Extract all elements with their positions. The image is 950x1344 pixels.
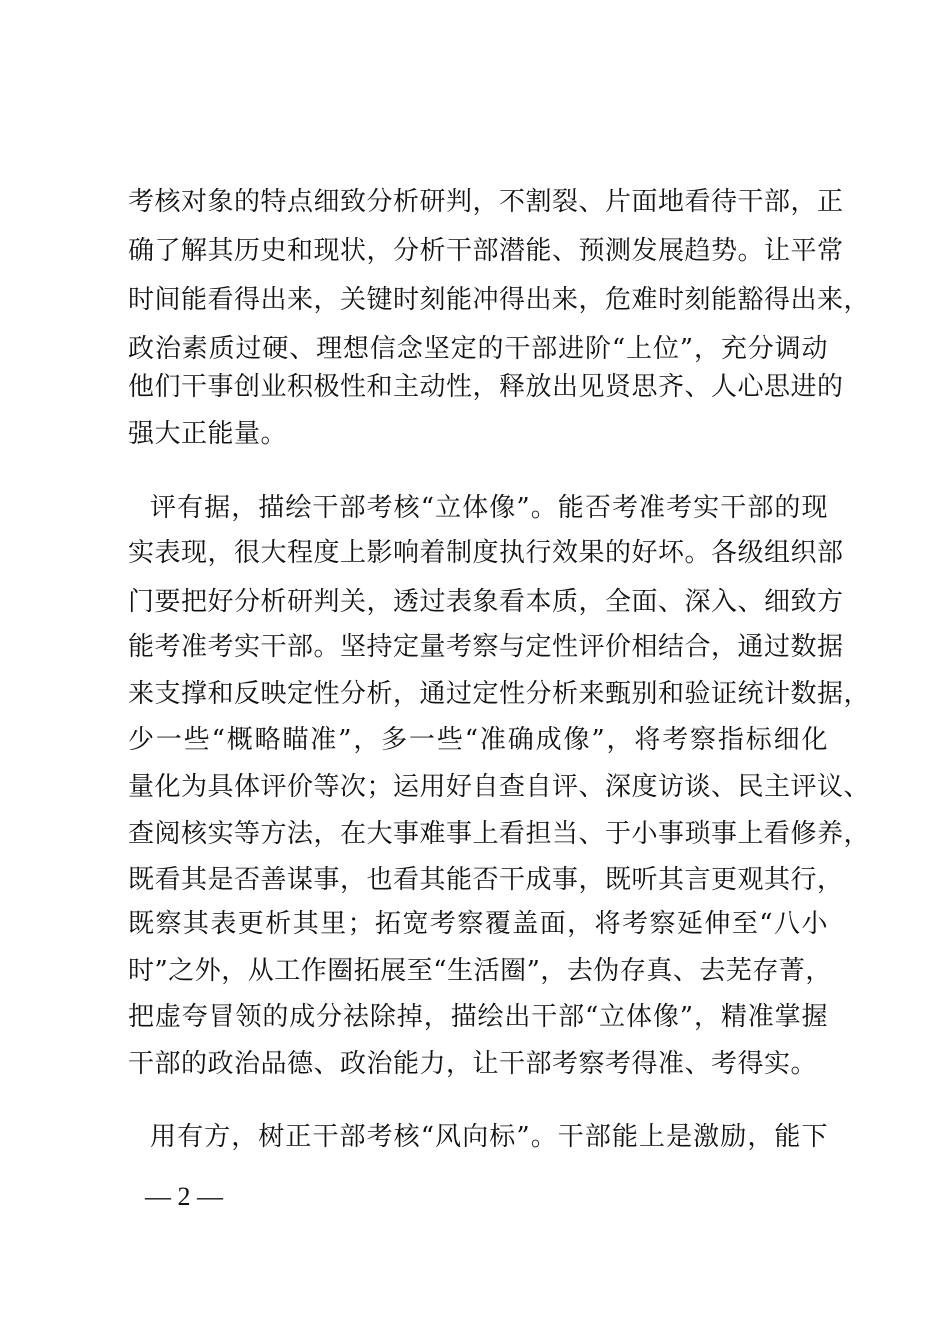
text-line: 确了解其历史和现状，分析干部潜能、预测发展趋势。让平常 [128, 236, 844, 266]
text-line: 来支撑和反映定性分析，通过定性分析来甄别和验证统计数据， [128, 679, 871, 709]
text-line: 既察其表更析其里；拓宽考察覆盖面，将考察延伸至“八小 [128, 909, 828, 939]
text-line: 干部的政治品德、政治能力，让干部考察考得准、考得实。 [128, 1049, 818, 1079]
text-line: 量化为具体评价等次；运用好自查自评、深度访谈、民主评议、 [128, 772, 871, 802]
text-line: 门要把好分析研判关，透过表象看本质，全面、深入、细致方 [128, 587, 844, 617]
text-line: 既看其是否善谋事，也看其能否干成事，既听其言更观其行， [128, 865, 844, 895]
page-number: — 2 — [145, 1182, 223, 1211]
text-line: 政治素质过硬、理想信念坚定的干部进阶“上位”，充分调动 [128, 334, 828, 364]
text-line: 能考准考实干部。坚持定量考察与定性评价相结合，通过数据 [128, 632, 844, 662]
text-line: 时间能看得出来，关键时刻能冲得出来，危难时刻能豁得出来， [128, 285, 871, 315]
text-line: 强大正能量。 [128, 419, 288, 449]
text-line: 实表现，很大程度上影响着制度执行效果的好坏。各级组织部 [128, 538, 844, 568]
text-line: 查阅核实等方法，在大事难事上看担当、于小事琐事上看修养， [128, 819, 871, 849]
text-line: 时”之外，从工作圈拓展至“生活圈”，去伪存真、去芜存菁， [128, 956, 832, 986]
paragraph-first-line: 评有据，描绘干部考核“立体像”。能否考准考实干部的现 [150, 493, 828, 523]
paragraph-first-line: 用有方，树正干部考核“风向标”。干部能上是激励，能下 [150, 1122, 828, 1152]
text-line: 考核对象的特点细致分析研判，不割裂、片面地看待干部，正 [128, 187, 844, 217]
text-line: 把虚夸冒领的成分祛除掉，描绘出干部“立体像”，精准掌握 [128, 1002, 828, 1032]
text-line: 少一些“概略瞄准”，多一些“准确成像”，将考察指标细化 [128, 725, 828, 755]
text-line: 他们干事创业积极性和主动性，释放出见贤思齐、人心思进的 [128, 372, 844, 402]
